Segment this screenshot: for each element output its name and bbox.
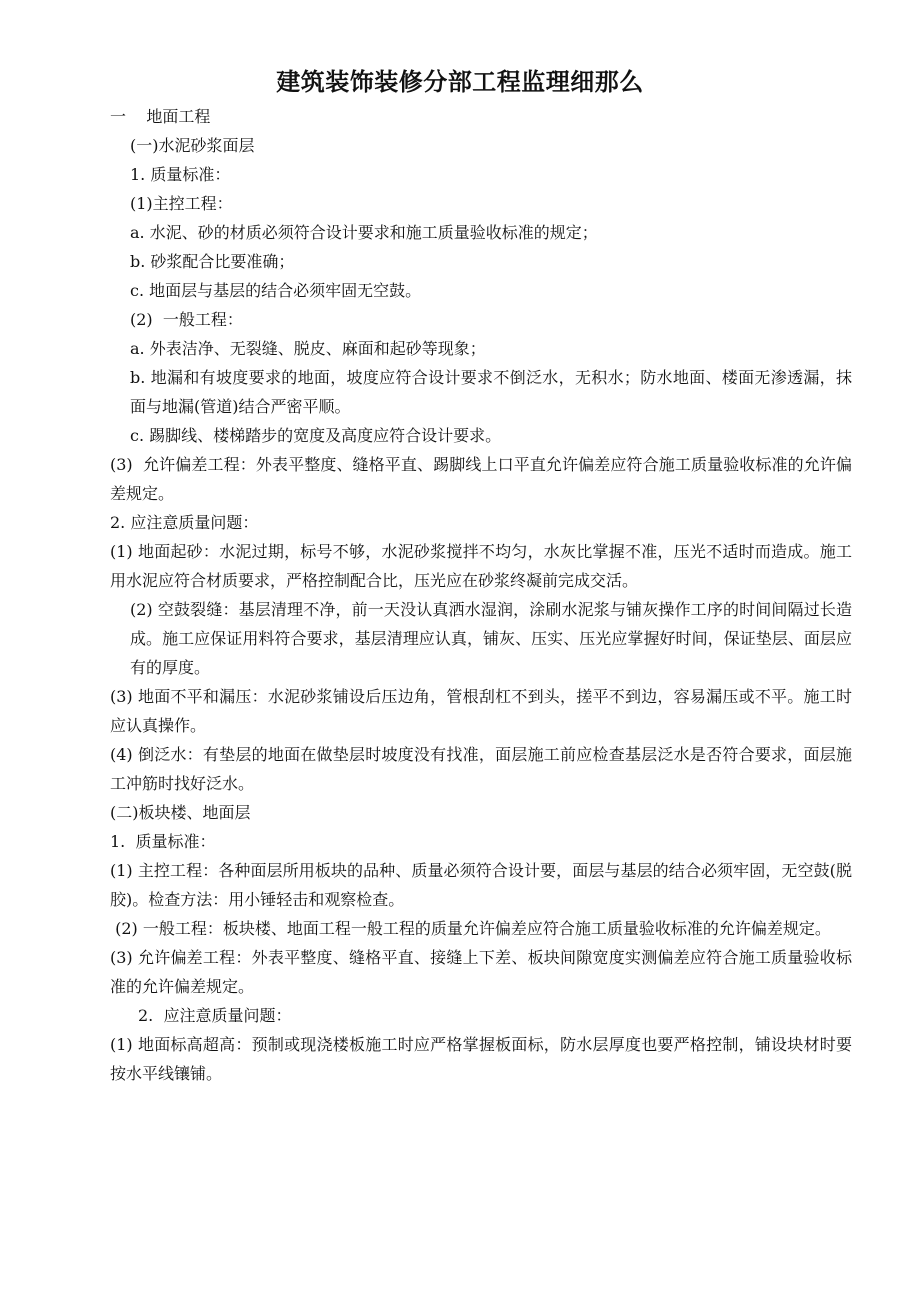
paragraph: (3) 允许偏差工程：外表平整度、缝格平直、接缝上下差、板块间隙宽度实测偏差应符合施工质量验收标准的允许偏差规定。 <box>110 948 852 996</box>
paragraph: (2) 空鼓裂缝：基层清理不净，前一天没认真洒水湿润，涂刷水泥浆与铺灰操作工序的时间间隔过长造成。施工应保证用料符合要求，基层清理应认真，铺灰、压实、压光应掌握好时间，保证垫层、面层应有的厚度。 <box>130 600 852 677</box>
paragraph: 1. 质量标准： <box>110 832 216 851</box>
paragraph: a. 外表洁净、无裂缝、脱皮、麻面和起砂等现象； <box>130 339 486 358</box>
paragraph: (1) 地面起砂：水泥过期，标号不够，水泥砂浆搅拌不均匀，水灰比掌握不准，压光不适时而造成。施工用水泥应符合材质要求，严格控制配合比，压光应在砂浆终凝前完成交活。 <box>110 542 852 590</box>
paragraph: (一)水泥砂浆面层 <box>130 136 255 155</box>
paragraph: (2) 一般工程：板块楼、地面工程一般工程的质量允许偏差应符合施工质量验收标准的允许偏差规定。 <box>110 919 831 938</box>
paragraph: (4) 倒泛水：有垫层的地面在做垫层时坡度没有找准，面层施工前应检查基层泛水是否符合要求，面层施工冲筋时找好泛水。 <box>110 745 852 793</box>
document-body <box>110 102 852 1088</box>
paragraph: 2. 应注意质量问题： <box>110 513 259 532</box>
paragraph: a. 水泥、砂的材质必须符合设计要求和施工质量验收标准的规定； <box>130 223 598 242</box>
paragraph: 一 地面工程 <box>110 107 211 126</box>
paragraph: (1) 地面标高超高：预制或现浇楼板施工时应严格掌握板面标，防水层厚度也要严格控制，铺设块材时要按水平线镶铺。 <box>110 1035 852 1083</box>
paragraph: (3) 允许偏差工程：外表平整度、缝格平直、踢脚线上口平直允许偏差应符合施工质量验收标准的允许偏差规定。 <box>110 455 852 503</box>
paragraph: (1)主控工程： <box>130 194 233 213</box>
paragraph: 2. 应注意质量问题： <box>138 1006 292 1025</box>
document-title: 建筑装饰装修分部工程监理细那么 <box>276 68 644 96</box>
paragraph: (1) 主控工程：各种面层所用板块的品种、质量必须符合设计要，面层与基层的结合必须牢固，无空鼓(脱胶)。检查方法：用小锤轻击和观察检查。 <box>110 861 852 909</box>
paragraph: c. 踢脚线、楼梯踏步的宽度及高度应符合设计要求。 <box>130 426 502 445</box>
paragraph: (3) 地面不平和漏压：水泥砂浆铺设后压边角，管根刮杠不到头，搓平不到边，容易漏压或不平。施工时应认真操作。 <box>110 687 852 735</box>
paragraph: c. 地面层与基层的结合必须牢固无空鼓。 <box>130 281 422 300</box>
paragraph: 1. 质量标准： <box>130 165 231 184</box>
paragraph: (2) 一般工程： <box>130 310 243 329</box>
paragraph: b. 砂浆配合比要准确； <box>130 252 295 271</box>
paragraph: (二)板块楼、地面层 <box>110 803 251 822</box>
paragraph: b. 地漏和有坡度要求的地面，坡度应符合设计要求不倒泛水，无积水；防水地面、楼面无渗透漏，抹面与地漏(管道)结合严密平顺。 <box>130 368 852 416</box>
